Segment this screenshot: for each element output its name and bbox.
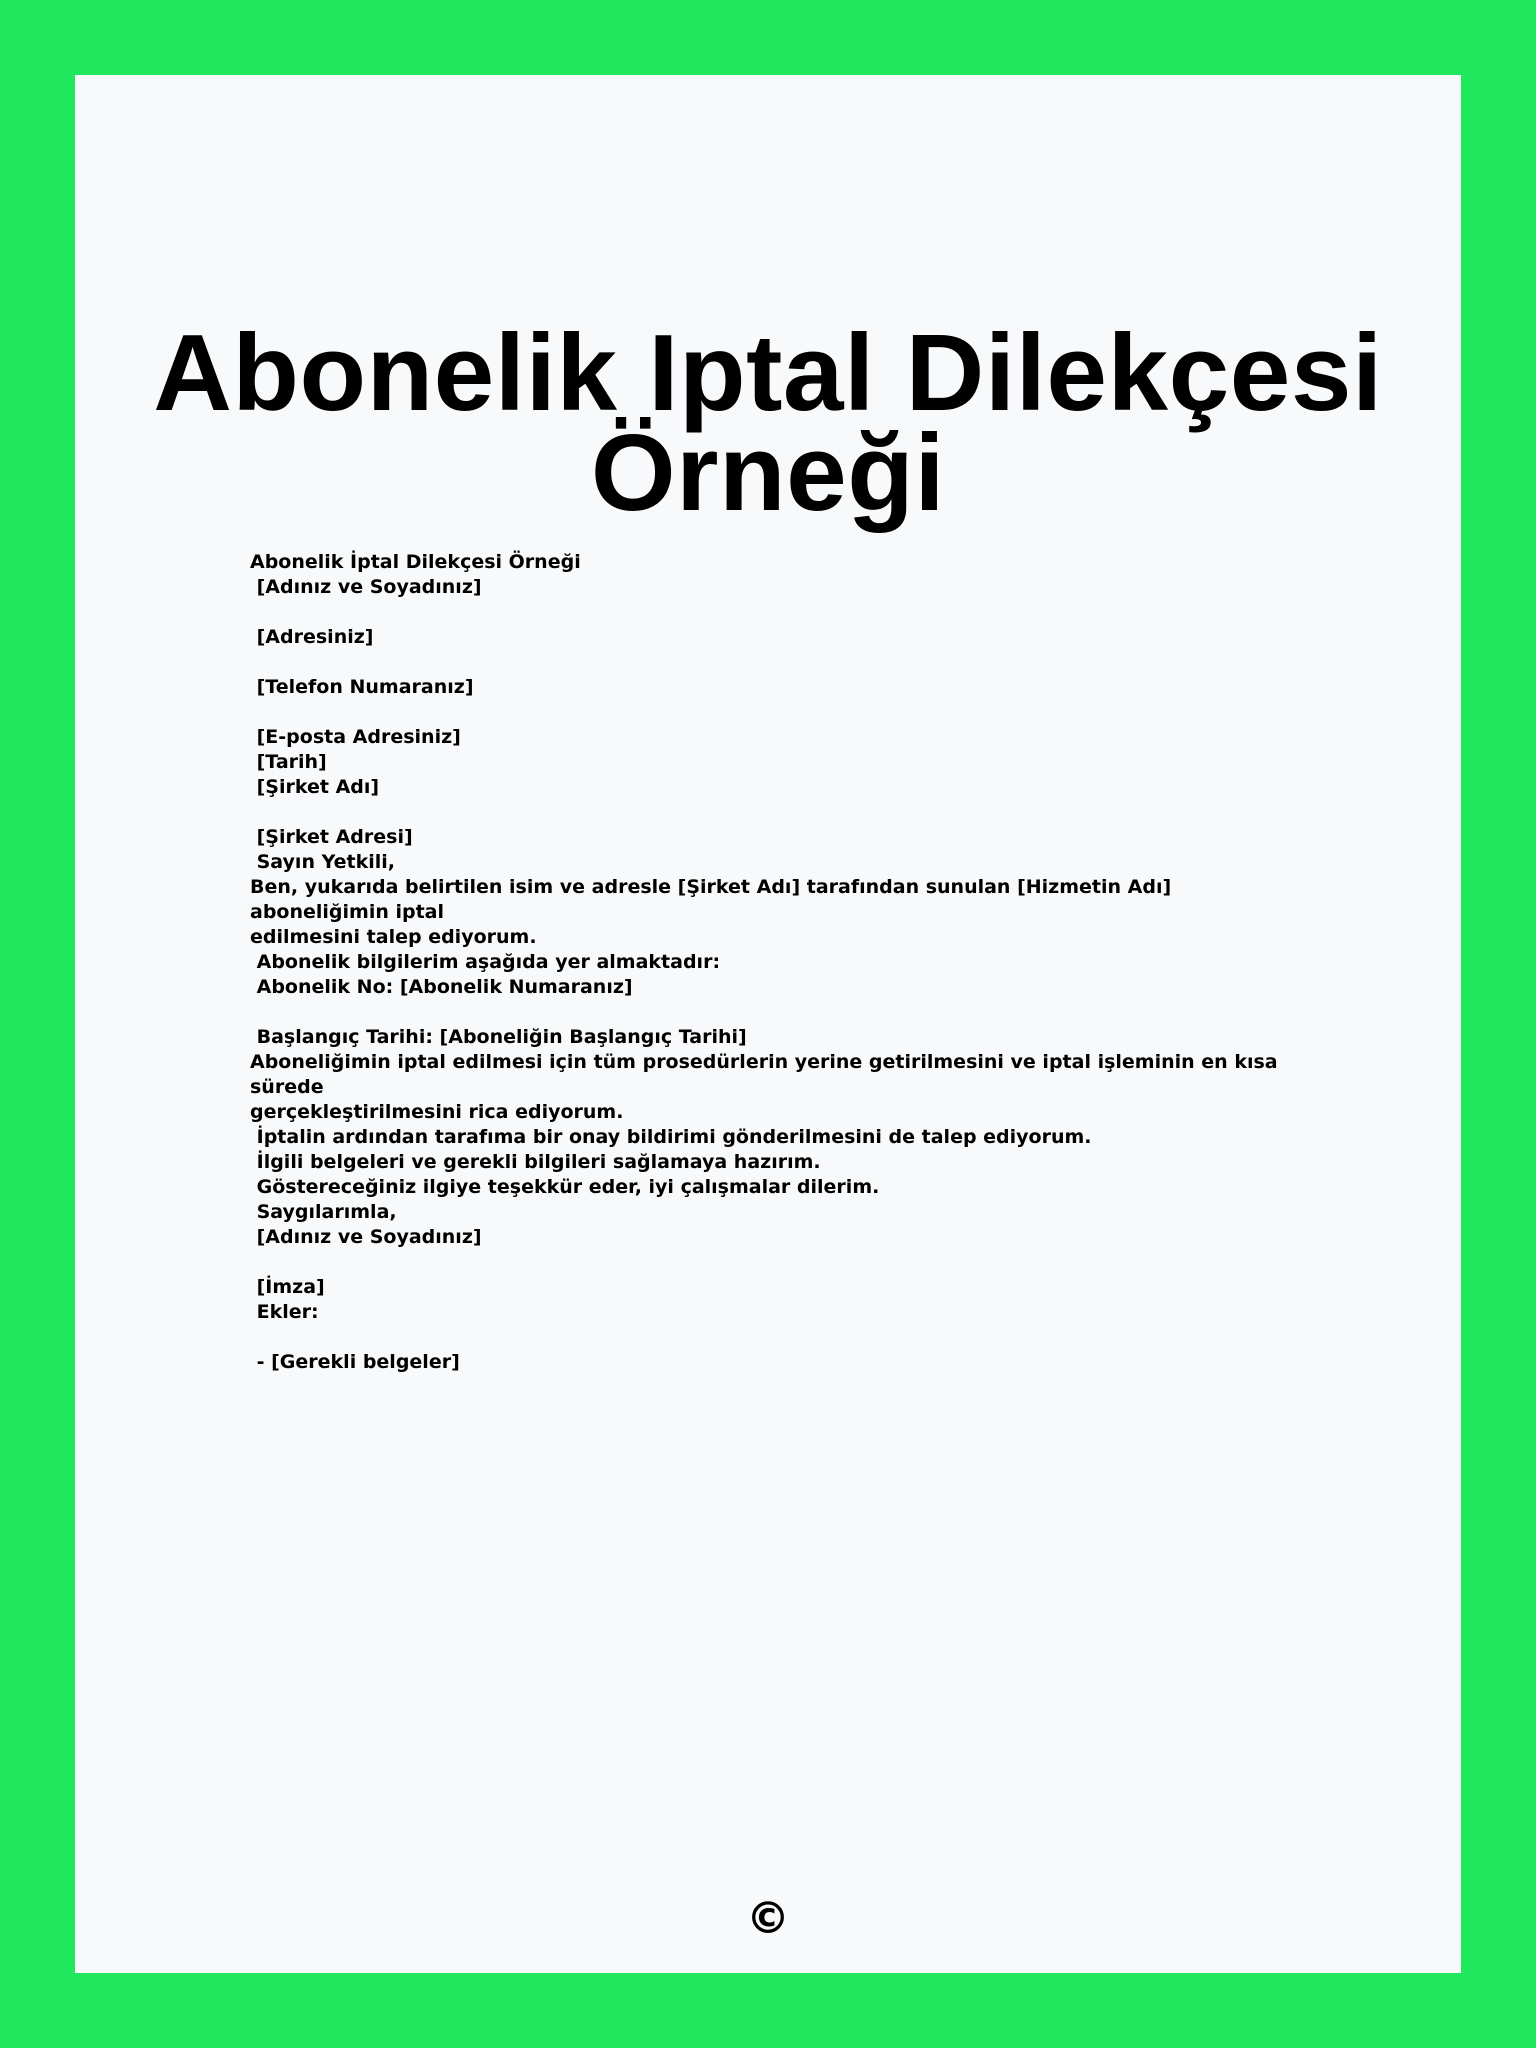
letter-line: Saygılarımla, bbox=[250, 1201, 397, 1223]
letter-line bbox=[250, 800, 1290, 825]
letter-line: [Adınız ve Soyadınız] bbox=[250, 1226, 482, 1248]
letter-line: Göstereceğiniz ilgiye teşekkür eder, iyi çalışmalar dilerim. bbox=[250, 1176, 880, 1198]
letter-line: gerçekleştirilmesini rica ediyorum. bbox=[250, 1101, 624, 1123]
letter-line: İlgili belgeleri ve gerekli bilgileri sağlamaya hazırım. bbox=[250, 1151, 821, 1173]
letter-line bbox=[250, 1250, 1290, 1275]
letter-line: Abonelik İptal Dilekçesi Örneği bbox=[250, 551, 581, 573]
letter-line: Başlangıç Tarihi: [Aboneliğin Başlangıç Tarihi] bbox=[250, 1026, 747, 1048]
letter-line: Ekler: bbox=[250, 1301, 319, 1323]
letter-line bbox=[250, 650, 1290, 675]
copyright-symbol: © bbox=[746, 1893, 790, 1944]
page-title: Abonelik Iptal Dilekçesi Örneği bbox=[153, 312, 1383, 534]
letter-line bbox=[250, 600, 1290, 625]
letter-line: Ben, yukarıda belirtilen isim ve adresle [Şirket Adı] tarafından sunulan [Hizmetin Adı] aboneliğimin iptal bbox=[250, 876, 1178, 923]
letter-line bbox=[250, 700, 1290, 725]
letter-line: [Telefon Numaranız] bbox=[250, 676, 474, 698]
letter-line bbox=[250, 1000, 1290, 1025]
document-page bbox=[75, 75, 1461, 1973]
letter-line: [Adınız ve Soyadınız] bbox=[250, 576, 482, 598]
letter-line: Abonelik bilgilerim aşağıda yer almaktadır: bbox=[250, 951, 721, 973]
letter-line: Sayın Yetkili, bbox=[250, 851, 395, 873]
letter-line: [Tarih] bbox=[250, 751, 327, 773]
letter-line: [İmza] bbox=[250, 1276, 325, 1298]
letter-line bbox=[250, 1325, 1290, 1350]
letter-body bbox=[250, 550, 1290, 1375]
letter-line: Abonelik No: [Abonelik Numaranız] bbox=[250, 976, 633, 998]
letter-line: [Şirket Adı] bbox=[250, 776, 380, 798]
letter-line: İptalin ardından tarafıma bir onay bildirimi gönderilmesini de talep ediyorum. bbox=[250, 1126, 1092, 1148]
letter-line: [Şirket Adresi] bbox=[250, 826, 413, 848]
letter-line: [E-posta Adresiniz] bbox=[250, 726, 461, 748]
letter-line: Aboneliğimin iptal edilmesi için tüm prosedürlerin yerine getirilmesini ve iptal işleminin en kısa sürede bbox=[250, 1051, 1285, 1098]
letter-line: [Adresiniz] bbox=[250, 626, 374, 648]
letter-line: - [Gerekli belgeler] bbox=[250, 1351, 460, 1373]
letter-line: edilmesini talep ediyorum. bbox=[250, 926, 537, 948]
